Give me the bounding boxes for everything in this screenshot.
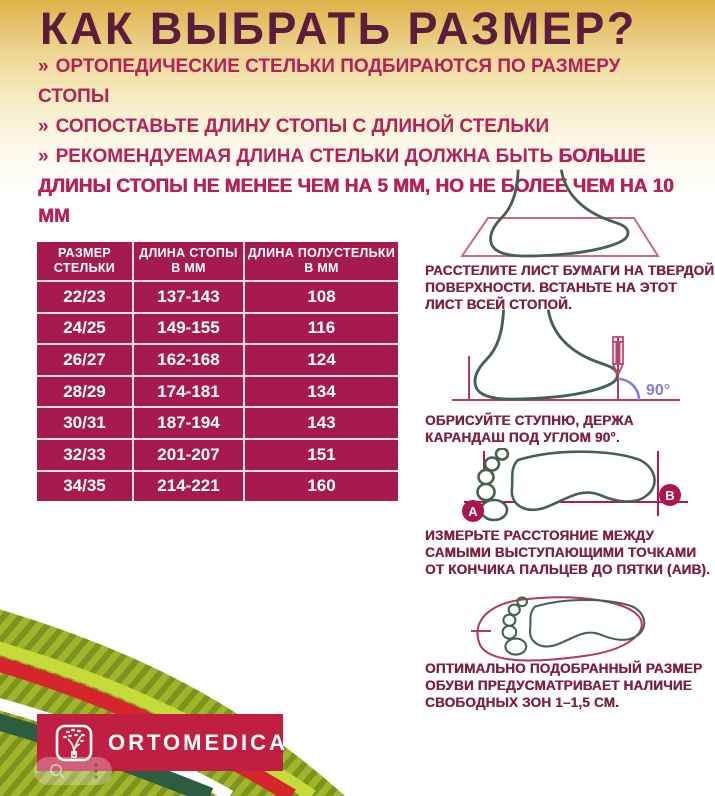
table-cell: 151: [245, 440, 398, 470]
table-cell: 137-143: [134, 282, 243, 312]
bullet-text: ОРТОПЕДИЧЕСКИЕ СТЕЛЬКИ ПОДБИРАЮТСЯ ПО РАЗМЕРУ СТОПЫ: [38, 56, 621, 107]
trace-foot-illustration: [448, 306, 708, 410]
step-caption-1: РАССТЕЛИТЕ ЛИСТ БУМАГИ НА ТВЕРДОЙ ПОВЕРХНОСТИ. ВСТАНЬТЕ НА ЭТОТ ЛИСТ ВСЕЙ СТОПОЙ.: [425, 263, 715, 312]
table-cell: 143: [245, 408, 398, 438]
viewer-toolbar: [34, 757, 112, 785]
table-header-halfinsole-length: ДЛИНА ПОЛУСТЕЛЬКИ В ММ: [245, 242, 398, 280]
bullet-marker: »: [38, 146, 49, 167]
table-cell: 134: [245, 377, 398, 407]
point-a-badge: [462, 500, 484, 522]
page-title: КАК ВЫБРАТЬ РАЗМЕР?: [40, 3, 637, 54]
table-cell: 34/35: [37, 472, 132, 502]
more-options-icon[interactable]: [93, 762, 99, 780]
table-cell: 28/29: [37, 377, 132, 407]
table-cell: 124: [245, 345, 398, 375]
table-header-insole-size: РАЗМЕР СТЕЛЬКИ: [37, 242, 132, 280]
bullet-item-2: [38, 112, 688, 142]
table-cell: 116: [245, 314, 398, 344]
bullet-marker: »: [38, 116, 49, 137]
angle-label: 90°: [646, 382, 671, 399]
bullet-text: СОПОСТАВЬТЕ ДЛИНУ СТОПЫ С ДЛИНОЙ СТЕЛЬКИ: [55, 116, 550, 137]
table-cell: 162-168: [134, 345, 243, 375]
table-cell: 201-207: [134, 440, 243, 470]
bullet-text: РЕКОМЕНДУЕМАЯ ДЛИНА СТЕЛЬКИ ДОЛЖНА БЫТЬ: [55, 146, 559, 167]
shoe-fit-illustration: [466, 593, 654, 667]
point-b-badge: [659, 484, 681, 506]
size-table: [37, 242, 398, 501]
table-cell: 160: [245, 472, 398, 502]
table-cell: 108: [245, 282, 398, 312]
table-cell: 26/27: [37, 345, 132, 375]
bullet-text-emphasis: БОЛЬШЕ ДЛИНЫ СТОПЫ НЕ МЕНЕЕ ЧЕМ НА 5 ММ, НО НЕ БОЛЕЕ ЧЕМ НА 10 ММ: [38, 146, 674, 227]
table-cell: 174-181: [134, 377, 243, 407]
magnifier-icon[interactable]: [48, 762, 66, 780]
table-header-foot-length: ДЛИНА СТОПЫ В ММ: [134, 242, 243, 280]
step-caption-3: ИЗМЕРЬТЕ РАССТОЯНИЕ МЕЖДУ САМЫМИ ВЫСТУПАЮЩИМИ ТОЧКАМИ ОТ КОНЧИКА ПАЛЬЦЕВ ДО ПЯТКИ (АИВ).: [425, 528, 711, 577]
measure-footprint-illustration: [448, 448, 696, 528]
brand-name: ORTOMEDICA: [108, 729, 288, 755]
bullet-item-1: [38, 52, 688, 112]
step-caption-4: ОПТИМАЛЬНО ПОДОБРАННЫЙ РАЗМЕР ОБУВИ ПРЕДУСМАТРИВАЕТ НАЛИЧИЕ СВОБОДНЫХ ЗОН 1–1,5 СМ.: [425, 661, 703, 710]
table-cell: 187-194: [134, 408, 243, 438]
table-cell: 214-221: [134, 472, 243, 502]
table-cell: 149-155: [134, 314, 243, 344]
point-b-label: B: [665, 488, 675, 503]
foot-on-paper-illustration: [452, 166, 664, 260]
table-cell: 22/23: [37, 282, 132, 312]
bullet-marker: »: [38, 56, 49, 77]
table-cell: 32/33: [37, 440, 132, 470]
step-caption-2: ОБРИСУЙТЕ СТУПНЮ, ДЕРЖА КАРАНДАШ ПОД УГЛОМ 90°.: [425, 413, 634, 445]
table-cell: 24/25: [37, 314, 132, 344]
point-a-label: A: [468, 504, 478, 519]
table-cell: 30/31: [37, 408, 132, 438]
